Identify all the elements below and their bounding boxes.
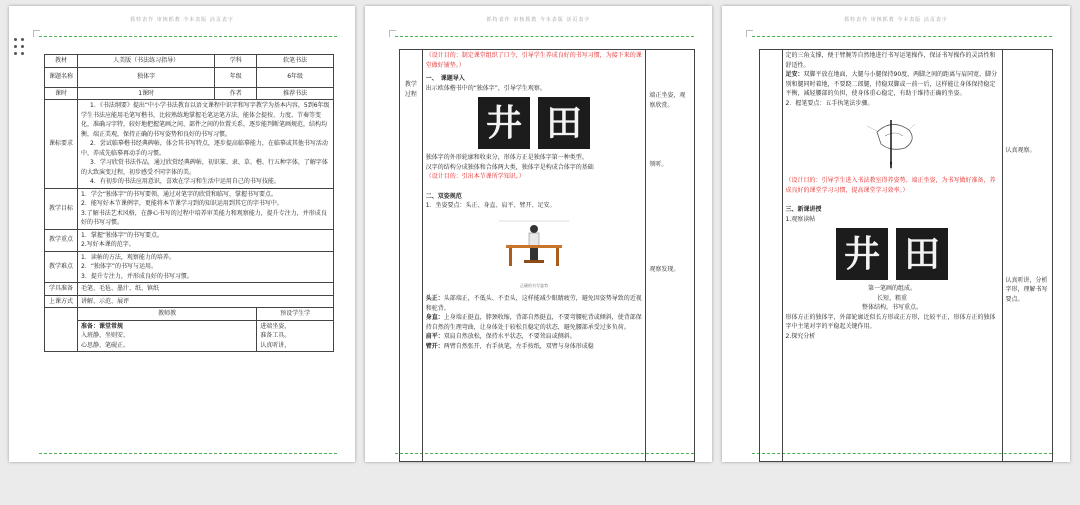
- student-activity: 认真观察。: [1005, 147, 1036, 154]
- student-line: 准备工具。: [260, 332, 291, 339]
- student-activity: 端正坐姿，观察欣赏。: [649, 92, 686, 109]
- section-heading: 一、 课题导入: [425, 75, 465, 82]
- observation-text: 汉字的结构分成独体和合体两大类，独体字是构成合体字的基础: [425, 163, 594, 171]
- process-table-continued: [759, 49, 1053, 462]
- prep-line: 入班静、坐则安、: [81, 332, 130, 339]
- posture-value: 双肩自然放松，保持水平状态，不要耸肩或侧斜。: [443, 333, 576, 340]
- document-page-2: [365, 6, 712, 462]
- goal-item: 2．能写好本节课例字，更能将本节课学习到的知识运用到其它的字书写中。: [81, 200, 283, 207]
- body-text: 形体方正的独体字，外部轮廓近似长方形或正方形，比较平正，形体方正的独体字中主笔对字的平稳起关键作用。: [785, 313, 996, 330]
- process-table: [399, 49, 695, 462]
- drag-handle-icon[interactable]: [14, 38, 30, 58]
- method-value: 讲解、示范、展评: [78, 295, 334, 308]
- posture-key: 足安：: [785, 71, 804, 78]
- section-heading: 二、双姿规范: [425, 192, 462, 200]
- posture-point: [426, 332, 643, 342]
- value-topic: 独体字: [78, 67, 215, 87]
- prep-line: 心思静、笔砚正。: [81, 341, 130, 349]
- key-points-content: [78, 229, 334, 251]
- value-subject: 软笔书法: [257, 55, 334, 68]
- student-process-content: [646, 50, 695, 462]
- teacher-process-content: [782, 50, 1002, 462]
- brush-grip-figure: [786, 112, 999, 172]
- goals-content: [78, 188, 334, 229]
- calligraphy-char-jing: 井: [836, 228, 888, 280]
- student-activity: 认真听讲，分析字形，理解书写要点。: [1005, 276, 1048, 303]
- posture-key: 臂开：: [425, 342, 444, 350]
- value-grade: 6年级: [257, 67, 334, 87]
- posture-value: 上身端正挺直，脖颈收缩，背部自然挺直，不要弯腰驼背或倾斜，使背部保持自然的生理弯曲，让身体处于较松且稳定的状态，避免腰部承受过多负荷。: [425, 314, 642, 331]
- posture-point: [786, 70, 999, 99]
- label-subject: 学科: [215, 55, 257, 68]
- process-label: 教学过程: [400, 50, 423, 462]
- sample-caption: 长短、粗重: [877, 294, 908, 302]
- header-rule: [39, 36, 337, 37]
- label-author: 作者: [215, 87, 257, 100]
- section-text: 1．坐姿要点：头正、身直、肩平、臂开、足安。: [425, 202, 556, 209]
- process-label-blank: [760, 50, 783, 462]
- difficulty-item: 1．读帖的方法，观察能力的培养。: [81, 253, 175, 261]
- calligraphy-char-tian: 田: [896, 228, 948, 280]
- difficulty-item: 3．提升专注力，并形成良好的书写习惯。: [81, 272, 193, 280]
- label-topic: 课题名称: [45, 67, 78, 87]
- standards-item: 1．《书法纲要》提出“中小学书法教育以语文课程中识字和写字教学为基本内容，5到6年级学生书法应能用毛笔写楷书，比较熟练地掌握毛笔运笔方法，能体会提按、力度、节奏等变化，准确习字特，较好地把握笔画之间、部件之间的位置关系，逐步能判断笔画规范，结构均衡，端正美观，保持正确的书写姿势和良好的书写习惯。: [81, 102, 330, 138]
- page-header: 抓特表作 审核抓教 今本表版 活页表字: [130, 17, 234, 23]
- key-point-item: 2.写好本课的范字。: [81, 241, 135, 248]
- brush-grip-illustration: [857, 112, 927, 172]
- sample-caption: 第一笔画的组成。: [868, 285, 917, 292]
- body-text: 定的三角支撑，便于臂腕等自然地进行书写运笔操作，保证书写操作的灵活性和舒适性。: [785, 52, 996, 69]
- posture-point: [426, 342, 643, 352]
- standards-item: 2．尝试临摹楷书经典碑帖，体会其书写特点，逐步提高临摹能力，在临摹或其他书写活动中，养成先临摹再动手的习惯。: [81, 140, 328, 157]
- calligraphy-char-jing: 井: [478, 97, 530, 149]
- student-column-header: 预设学生学: [257, 308, 334, 321]
- prep-title: 准备：课堂常规: [81, 322, 124, 330]
- page-header: 抓特表作 审核抓教 今本表版 活页表字: [486, 17, 591, 23]
- value-textbook: 人美版（书法练习指导）: [78, 55, 215, 68]
- design-note: （设计目的：引导学生进入书法教室得养姿势、端正坐姿，为书写做好准备，养成良好的课堂学习习惯，提高课堂学习效率。）: [785, 177, 996, 194]
- page-header: 抓特表作 审核抓教 今本表版 活页表字: [844, 17, 948, 23]
- posture-key: 头正：: [425, 295, 444, 302]
- key-point-item: 1．掌握“独体字”的书写要点。: [81, 231, 164, 239]
- posture-figure: [426, 215, 643, 277]
- label-standards: 课标要求: [45, 100, 78, 189]
- teacher-column-header: 教师教: [78, 308, 257, 321]
- calligraphy-samples: [786, 228, 999, 280]
- label-grade: 年级: [215, 67, 257, 87]
- calligraphy-char-tian: 田: [538, 97, 590, 149]
- section-text: 1.观察读帖: [785, 215, 816, 223]
- sample-caption: 整体结构，书写重点。: [862, 304, 923, 311]
- section-text: 2．握笔要点：五手执笔法步骤。: [785, 99, 874, 107]
- section-text: 出示欧体楷书中的“独体字”，引导学生观察。: [425, 84, 546, 92]
- design-note: （设计目的：制定课堂组织了口令，引导学生养成良好的书写习惯，为接下来的课堂做好铺垫。）: [425, 52, 642, 69]
- teacher-process-content: [422, 50, 646, 462]
- standards-item: 3．学习欣赏书法作品，通过欣赏经典碑帖，初识篆、隶、草、楷、行五种字体，了解字体的大致演变过程，初步感受不同字体的美。: [81, 159, 328, 176]
- writing-posture-illustration: [494, 215, 574, 277]
- teacher-prep-content: [78, 320, 257, 352]
- figure-caption: 正确的书写姿势: [520, 282, 549, 288]
- posture-key: 身直：: [425, 314, 444, 321]
- label-textbook: 教材: [45, 55, 78, 68]
- label-periods: 课时: [45, 87, 78, 100]
- label-method: 上课方式: [45, 295, 78, 308]
- process-blank-cell: [45, 308, 78, 352]
- student-process-content: [1002, 50, 1052, 462]
- student-prep-content: [257, 320, 334, 352]
- label-materials: 学具准备: [45, 283, 78, 296]
- label-goals: 教学目标: [45, 188, 78, 229]
- posture-point: [426, 294, 643, 313]
- goal-item: 1．学会“独体字”的书写要领，通过对笔字的欣赏和临写，掌握书写要点。: [81, 190, 278, 198]
- section-text: 2.探究分析: [785, 332, 816, 340]
- header-rule: [752, 36, 1052, 37]
- difficulty-item: 2．“独体字”的书写与运用。: [81, 263, 158, 270]
- label-difficulties: 教学难点: [45, 251, 78, 283]
- posture-value: 头部端正，不低头、不歪头，这样能减少眼睛疲劳，避免因姿势导致的近视和驼背。: [425, 295, 642, 312]
- standards-content: [78, 100, 334, 189]
- posture-key: 肩平：: [425, 333, 444, 340]
- section-heading: 三、新课讲授: [785, 206, 822, 213]
- goal-item: 3.了解书法艺术风格，在静心书写的过程中培养审美能力和观察能力，提升专注力，并形成良好的书写习惯。: [81, 209, 327, 226]
- observation-text: 独体字的外形轮廓和收束分，形体方正是独体字第一种类型。: [425, 154, 588, 161]
- student-activity: 领听。: [649, 161, 668, 168]
- value-periods: 1课时: [78, 87, 215, 100]
- design-note: （设计目的：引出本节课所学知识。）: [425, 173, 525, 180]
- student-line: 进端坐姿，: [260, 322, 291, 330]
- lesson-plan-table: [44, 54, 334, 352]
- posture-value: 双脚平放在地面，大腿与小腿保持90度，两脚之间的距离与肩同宽，脚分别和腿同时着地，不要跷二郎腿，持稳双脚或一前一后，这样能让身体保持稳定平衡，减轻腰部的负担，使身体重心稳定，有助于维持正确的坐姿。: [785, 71, 998, 97]
- label-key-points: 教学重点: [45, 229, 78, 251]
- standards-item: 4．有初步的书法应用意识，喜欢在学习和生活中运用自己的书写技能。: [90, 178, 280, 185]
- footer-rule: [39, 453, 337, 454]
- calligraphy-samples: [426, 97, 643, 149]
- student-line: 认真听讲，: [260, 341, 291, 349]
- posture-value: 两臂自然张开，右手执笔，左手按纸，双臂与身体形成稳: [443, 342, 594, 350]
- posture-point: [426, 313, 643, 332]
- student-activity: 观察发现。: [649, 265, 680, 273]
- difficulties-content: [78, 251, 334, 283]
- header-rule: [395, 36, 694, 37]
- materials-value: 毛笔、毛毡、墨汁、纸、镇纸: [78, 283, 334, 296]
- document-page-3: [722, 6, 1070, 462]
- value-author: 推荐书法: [257, 87, 334, 100]
- document-page-1: [9, 6, 355, 462]
